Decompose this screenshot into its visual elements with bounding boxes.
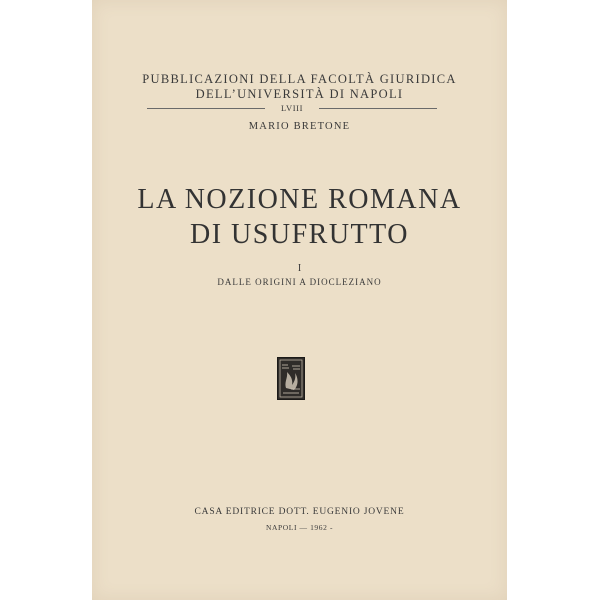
author-name: MARIO BRETONE: [248, 121, 351, 132]
title-line-2: DI USUFRUTTO: [190, 219, 409, 250]
divider-left: [147, 108, 265, 109]
series-title-line-2: DELL’UNIVERSITÀ DI NAPOLI: [195, 87, 404, 101]
part-subtitle: DALLE ORIGINI A DIOCLEZIANO: [217, 277, 382, 287]
title-line-1: LA NOZIONE ROMANA: [137, 184, 462, 215]
book-title-page: [92, 0, 507, 600]
part-number: I: [297, 263, 302, 274]
divider-right: [319, 108, 437, 109]
publisher-emblem-icon: [278, 358, 304, 399]
series-volume-number: LVIII: [280, 103, 304, 113]
publication-place-year: NAPOLI — 1962 -: [265, 523, 334, 532]
series-title-line-1: PUBBLICAZIONI DELLA FACOLTÀ GIURIDICA: [142, 72, 457, 86]
publisher-emblem: [277, 357, 305, 400]
series-volume-row: [147, 103, 437, 113]
publisher-name: CASA EDITRICE DOTT. EUGENIO JOVENE: [194, 507, 405, 517]
